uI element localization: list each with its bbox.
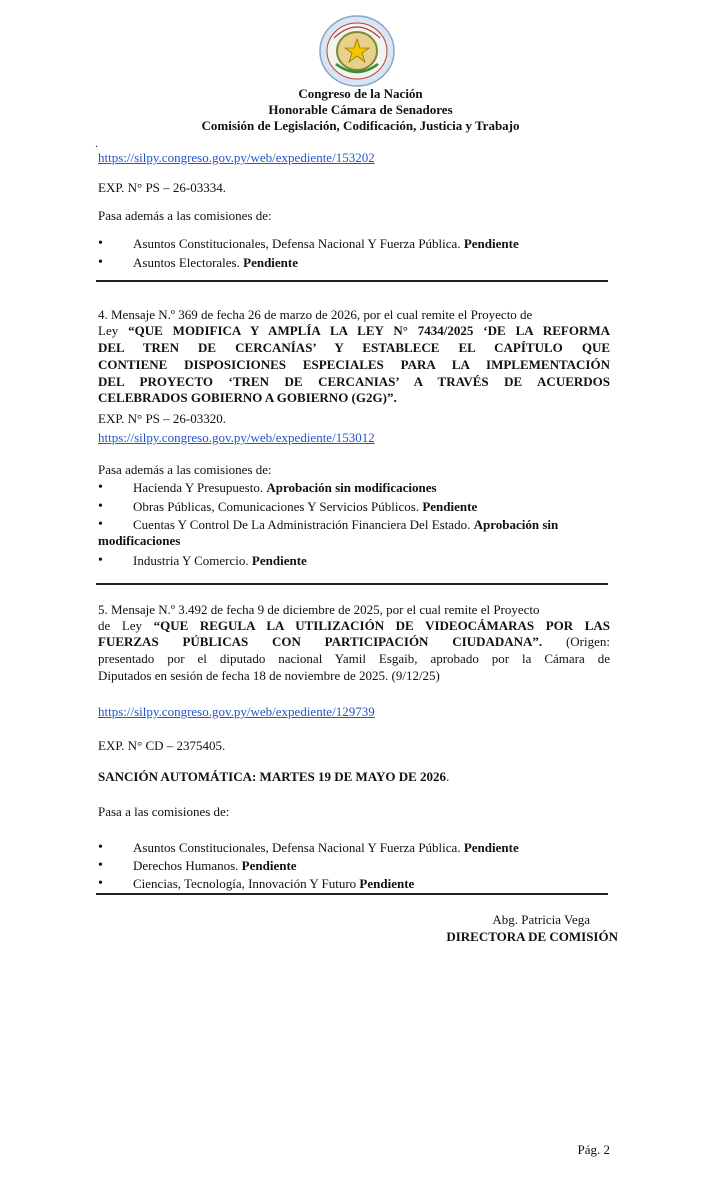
comision-status: Pendiente	[463, 236, 519, 251]
bullet-icon: •	[98, 553, 103, 568]
comision-status: Pendiente	[359, 876, 415, 891]
proyecto-5-title-line	[98, 634, 610, 650]
comision-status-wrap: modificaciones	[98, 533, 181, 548]
comision-name: Cuentas Y Control De La Administración Financiera Del Estado.	[133, 517, 474, 532]
comision-name: Derechos Humanos.	[133, 858, 242, 873]
stray-mark: .	[95, 136, 98, 150]
bullet-icon: •	[98, 255, 103, 270]
bullet-icon: •	[98, 840, 103, 855]
proyecto-title-part: “QUE MODIFICA Y AMPLÍA LA LEY N° 7434/2025 ‘DE LA REFORMA	[128, 323, 610, 338]
signature-name: Abg. Patricia Vega	[492, 912, 590, 927]
pasa-comisiones-label: Pasa además a las comisiones de:	[98, 208, 272, 223]
header-line-camara: Honorable Cámara de Senadores	[268, 102, 453, 117]
bullet-icon: •	[98, 517, 103, 532]
proyecto-4-title-line: DEL TREN DE CERCANÍAS’ Y ESTABLECE EL CAPÍTULO QUE	[98, 340, 610, 355]
expediente-number: EXP. N° PS – 26-03320.	[98, 411, 226, 426]
proyecto-prefix: de Ley	[98, 618, 154, 633]
sancion-period: .	[446, 769, 450, 784]
origen-line: presentado por el diputado nacional Yamil Esgaib, aprobado por la Cámara de	[98, 651, 610, 666]
proyecto-4-title-line: CELEBRADOS GOBIERNO A GOBIERNO (G2G)”.	[98, 390, 397, 405]
comision-name: Industria Y Comercio.	[133, 553, 252, 568]
sancion-automatica	[98, 769, 610, 785]
section-divider	[96, 280, 608, 282]
header-line-congreso: Congreso de la Nación	[298, 86, 423, 101]
pasa-comisiones-label: Pasa además a las comisiones de:	[98, 462, 272, 477]
bullet-icon: •	[98, 499, 103, 514]
expediente-link[interactable]: https://silpy.congreso.gov.py/web/expediente/153012	[98, 430, 375, 445]
section-divider	[96, 893, 608, 895]
comision-status: Pendiente	[251, 553, 307, 568]
bullet-icon: •	[98, 236, 103, 251]
expediente-number: EXP. N° CD – 2375405.	[98, 738, 226, 753]
proyecto-prefix: Ley	[98, 323, 129, 338]
comision-name: Asuntos Constitucionales, Defensa Nacional Y Fuerza Pública.	[133, 236, 464, 251]
comision-name: Obras Públicas, Comunicaciones Y Servicios Públicos.	[133, 499, 423, 514]
comision-status: Pendiente	[422, 499, 478, 514]
page-number: Pág. 2	[577, 1142, 610, 1157]
comision-status: Pendiente	[463, 840, 519, 855]
signature-title: DIRECTORA DE COMISIÓN	[446, 929, 618, 944]
expediente-link[interactable]: https://silpy.congreso.gov.py/web/expediente/153202	[98, 150, 375, 165]
bullet-icon: •	[98, 876, 103, 891]
comision-name: Ciencias, Tecnología, Innovación Y Futuro	[133, 876, 360, 891]
expediente-link[interactable]: https://silpy.congreso.gov.py/web/expediente/129739	[98, 704, 375, 719]
comision-name: Asuntos Electorales.	[133, 255, 244, 270]
pasa-comisiones-label: Pasa a las comisiones de:	[98, 804, 230, 819]
comision-status: Aprobación sin modificaciones	[266, 480, 437, 495]
proyecto-title-part: FUERZAS PÚBLICAS CON PARTICIPACIÓN CIUDADANA”.	[98, 634, 543, 649]
origen-text: (Origen:	[542, 634, 610, 649]
mensaje-4-line: 4. Mensaje N.º 369 de fecha 26 de marzo de 2026, por el cual remite el Proyecto de	[98, 307, 533, 322]
comision-name: Hacienda Y Presupuesto.	[133, 480, 267, 495]
comision-status: Pendiente	[243, 255, 299, 270]
proyecto-4-title-line: CONTIENE DISPOSICIONES ESPECIALES PARA LA IMPLEMENTACIÓN	[98, 357, 610, 372]
mensaje-5-line: 5. Mensaje N.º 3.492 de fecha 9 de diciembre de 2025, por el cual remite el Proyecto	[98, 602, 540, 617]
header-line-comision: Comisión de Legislación, Codificación, Justicia y Trabajo	[201, 118, 520, 133]
origen-line: Diputados en sesión de fecha 18 de noviembre de 2025. (9/12/25)	[98, 668, 440, 683]
proyecto-4-title-line: DEL PROYECTO ‘TREN DE CERCANIAS’ A TRAVÉS DE ACUERDOS	[98, 374, 610, 389]
paraguay-seal-icon	[318, 14, 396, 88]
proyecto-5-title-line	[98, 618, 610, 634]
comision-status: Aprobación sin	[473, 517, 559, 532]
expediente-number: EXP. N° PS – 26-03334.	[98, 180, 226, 195]
bullet-icon: •	[98, 480, 103, 495]
sancion-text: SANCIÓN AUTOMÁTICA: MARTES 19 DE MAYO DE 2026	[98, 769, 447, 784]
bullet-icon: •	[98, 858, 103, 873]
proyecto-4-title-line	[98, 323, 610, 339]
comision-name: Asuntos Constitucionales, Defensa Nacional Y Fuerza Pública.	[133, 840, 464, 855]
proyecto-title-part: “QUE REGULA LA UTILIZACIÓN DE VIDEOCÁMARAS POR LAS	[153, 618, 610, 633]
section-divider	[96, 583, 608, 585]
comision-status: Pendiente	[241, 858, 297, 873]
